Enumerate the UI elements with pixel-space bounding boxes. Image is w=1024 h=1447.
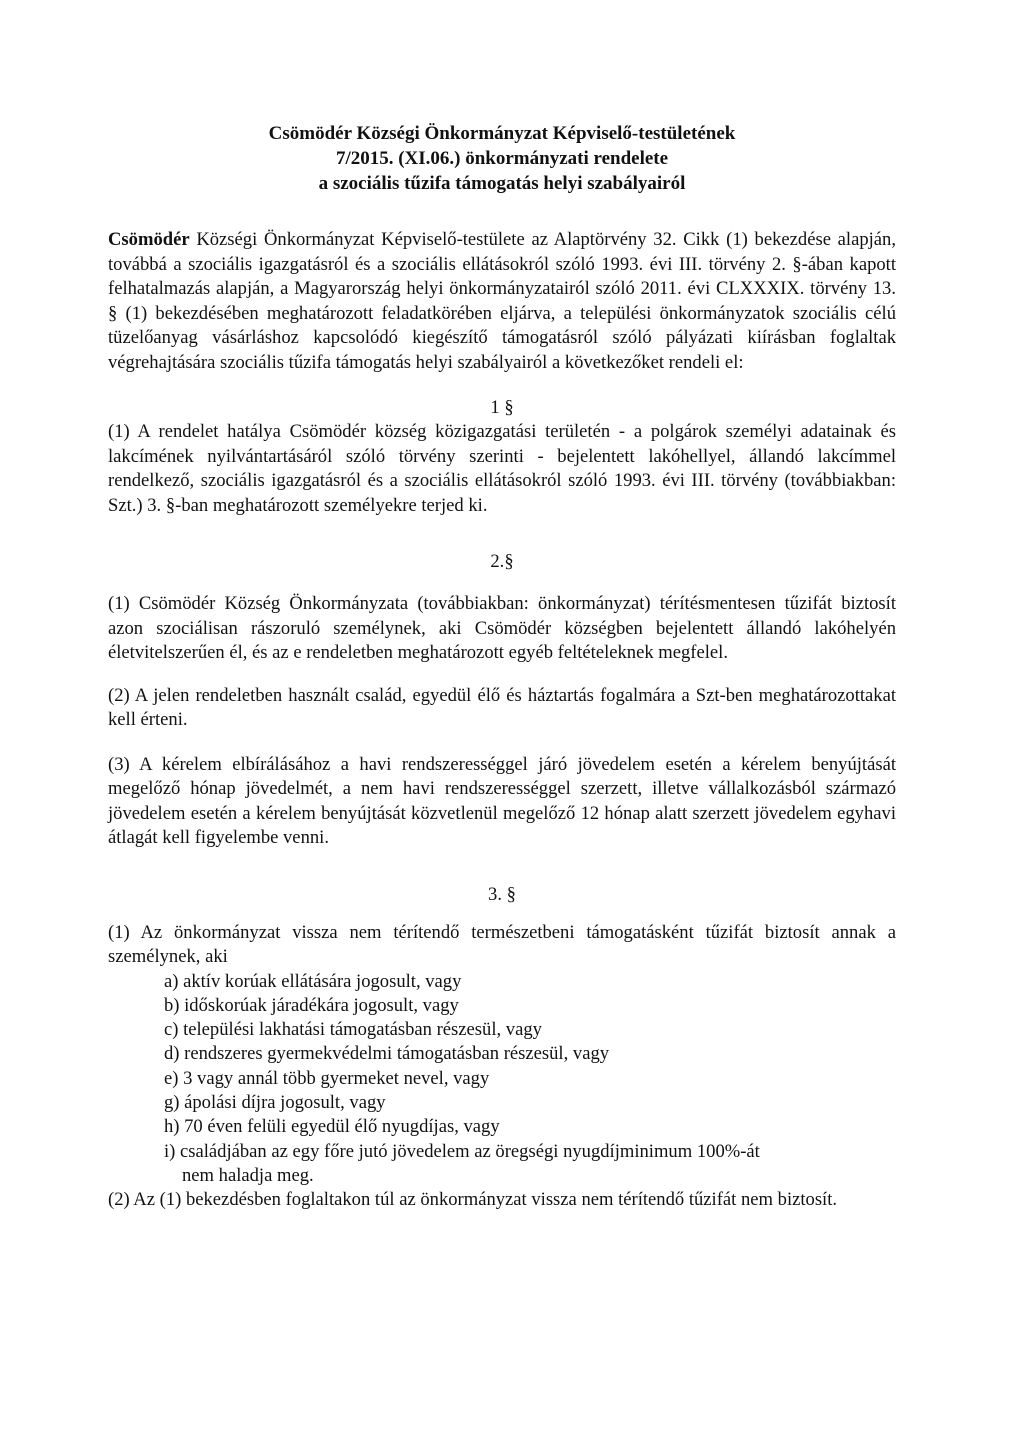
title-line-3: a szociális tűzifa támogatás helyi szabályairól [318,173,686,194]
section-2-heading: 2.§ [490,551,514,572]
preamble-text: Községi Önkormányzat Képviselő-testülete az Alaptörvény 32. Cikk (1) bekezdése alapján, továbbá a szociális igazgatásról és a szociális ellátásokról szóló 1993. évi III. törvény 2. §-ában kapott felhatalmazás alapján, a Magyarország helyi önkormányzatairól szóló 2011. évi CLXXXIX. törvény 13. § (1) bekezdésében meghatározott feladatkörében eljárva, a települési önkormányzatok szociális célú tüzelőanyag vásárláshoz kapcsolódó kiegészítő támogatásról szóló pályázati kiírásban foglaltak végrehajtására szociális tűzifa támogatás helyi szabályairól a következőket rendeli el: [108,229,896,373]
list-item-continuation: nem haladja meg. [182,1164,314,1186]
section-1-heading: 1 § [490,397,514,418]
list-item: d) rendszeres gyermekvédelmi támogatásban részesül, vagy [164,1043,610,1065]
list-item: h) 70 éven felüli egyedül élő nyugdíjas, vagy [164,1116,500,1138]
section-2-paragraph-3: (3) A kérelem elbírálásához a havi rendszerességgel járó jövedelem esetén a kérelem benyújtását megelőző hónap jövedelmét, a nem havi rendszerességgel szerzett, illetve vállalkozásból származó jövedelem esetén a kérelem benyújtását közvetlenül megelőző 12 hónap alatt szerzett jövedelem egyhavi átlagát kell figyelembe venni. [108,753,896,848]
list-item: b) időskorúak járadékára jogosult, vagy [164,994,459,1016]
section-2-paragraph-2: (2) A jelen rendeletben használt család, egyedül élő és háztartás fogalmára a Szt-ben meghatározottakat kell érteni. [108,684,896,730]
section-1-paragraph-1: (1) A rendelet hatálya Csömödér község közigazgatási területén - a polgárok személyi adatainak és lakcímének nyilvántartásáról szóló törvény szerinti - bejelentett lakóhellyel, állandó lakcímmel rendelkező, szociális igazgatásról és a szociális ellátásokról szóló 1993. évi III. törvény (továbbiakban: Szt.) 3. §-ban meghatározott személyekre terjed ki. [108,421,896,516]
preamble-paragraph [108,228,896,375]
list-item: g) ápolási díjra jogosult, vagy [164,1091,386,1113]
list-item: i) családjában az egy főre jutó jövedelem az öregségi nyugdíjminimum 100%-át [164,1140,760,1162]
section-3-heading: 3. § [488,883,516,905]
document-title [108,121,896,196]
section-3-paragraph-2: (2) Az (1) bekezdésben foglaltakon túl az önkormányzat vissza nem térítendő tűzifát nem biztosít. [108,1189,838,1211]
list-item: a) aktív korúak ellátására jogosult, vagy [164,970,462,992]
preamble-lead: Csömödér [108,229,190,250]
title-line-1: Csömödér Községi Önkormányzat Képviselő-testületének [268,123,736,144]
section-3-paragraph-1: (1) Az önkormányzat vissza nem térítendő természetbeni támogatásként tűzifát biztosít annak a személynek, aki [108,921,896,967]
list-item: e) 3 vagy annál több gyermeket nevel, vagy [164,1067,490,1089]
document-page [108,121,896,1213]
title-line-2: 7/2015. (XI.06.) önkormányzati rendelete [335,148,669,169]
list-item: c) települési lakhatási támogatásban részesül, vagy [164,1019,542,1041]
section-2-paragraph-1: (1) Csömödér Község Önkormányzata (továbbiakban: önkormányzat) térítésmentesen tűzifát biztosít azon szociálisan rászoruló személynek, aki Csömödér községben bejelentett állandó lakóhelyén életvitelszerűen él, és az e rendeletben meghatározott egyéb feltételeknek megfelel. [108,593,896,663]
section-3-condition-list [164,970,896,1189]
